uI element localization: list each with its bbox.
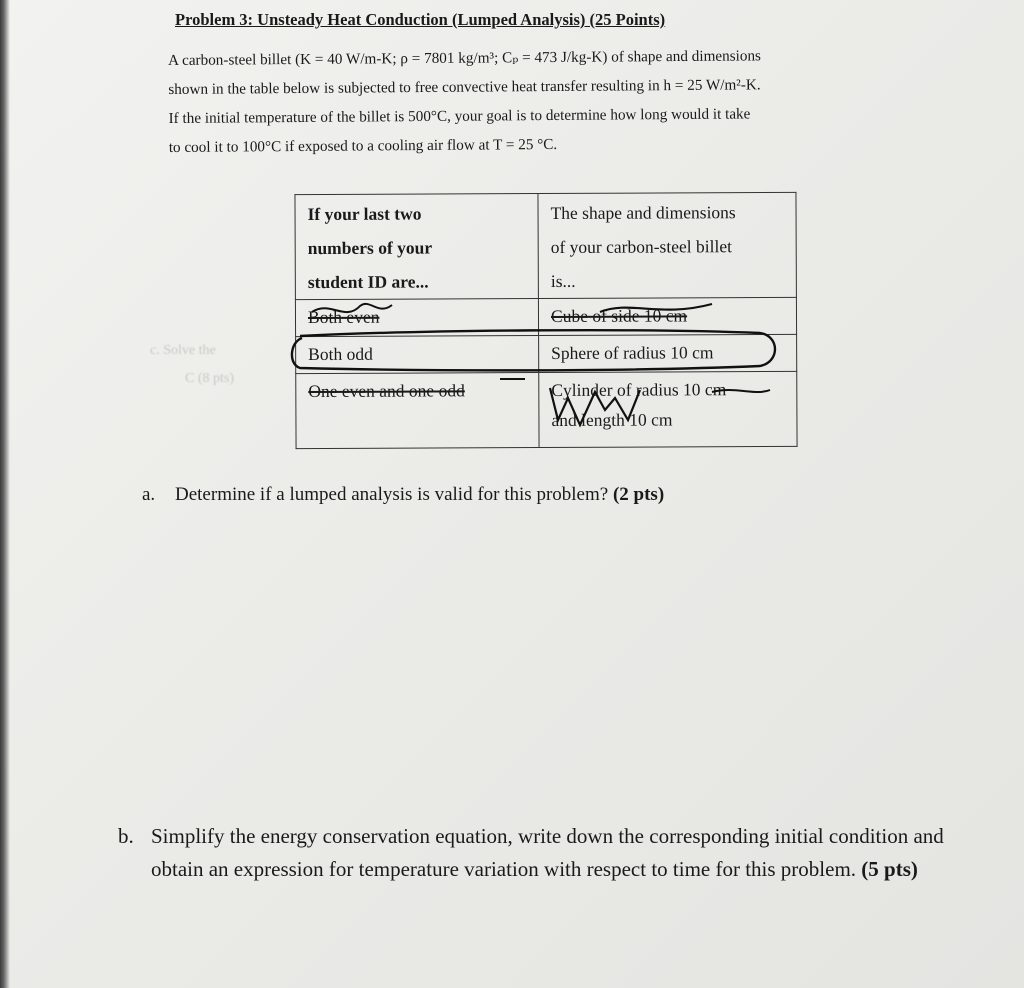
condition-text: Both even: [307, 306, 380, 328]
table-row-selected: [296, 334, 797, 373]
question-text: Determine if a lumped analysis is valid for this problem?: [175, 484, 609, 505]
intro-line: to cool it to 100°C if exposed to a cooling air flow at T = 25 °C.: [168, 135, 558, 156]
header-line: student ID are...: [307, 271, 429, 293]
shape-text: Cube of side 10 cm: [550, 305, 688, 326]
question-text: Simplify the energy conservation equation, write down the corresponding initial condition and obtain an expression for temperature variation with respect to time for this problem.: [151, 824, 944, 881]
question-b: [118, 820, 981, 886]
row-shape: [539, 334, 797, 372]
bleed-through-text: C (8 pts): [185, 371, 234, 386]
row-condition: [295, 299, 538, 337]
condition-text: One even and one odd: [308, 380, 465, 402]
table-header-condition: [295, 194, 538, 300]
intro-line: If the initial temperature of the billet is 500°C, your goal is to determine how long would it take: [168, 105, 751, 127]
table-header-row: [295, 192, 796, 299]
paper-shadow-edge: [0, 0, 10, 988]
bleed-through-text: c. Solve the: [150, 343, 216, 358]
header-line: If your last two: [307, 203, 422, 225]
question-number: b.: [118, 824, 134, 848]
problem-intro: [168, 40, 929, 162]
intro-line: shown in the table below is subjected to free convective heat transfer resulting in h = 25 W/m²-K.: [168, 76, 761, 98]
header-line: numbers of your: [307, 237, 433, 259]
question-a: [142, 478, 665, 511]
shape-table: [294, 192, 797, 449]
header-line: of your carbon-steel billet: [550, 236, 732, 257]
table-row: [296, 371, 797, 448]
row-condition: [296, 336, 539, 374]
condition-text: Both odd: [308, 343, 373, 365]
intro-line: A carbon-steel billet (K = 40 W/m-K; ρ = 7801 kg/m³; Cₚ = 473 J/kg-K) of shape and dimensions: [168, 47, 761, 69]
question-number: a.: [142, 484, 156, 505]
row-shape: [539, 371, 797, 447]
table-row: [295, 297, 796, 336]
problem-title: Problem 3: Unsteady Heat Conduction (Lumped Analysis) (25 Points): [175, 10, 666, 29]
billet-shape-table: [294, 192, 797, 444]
row-condition: [296, 373, 539, 449]
shape-text: Cylinder of radius 10 cm: [551, 379, 727, 400]
header-line: The shape and dimensions: [550, 202, 736, 223]
shape-text: and length 10 cm: [551, 409, 673, 430]
row-shape: [538, 297, 796, 335]
question-points: (2 pts): [612, 484, 665, 505]
table-header-shape: [538, 192, 796, 298]
shape-text: Sphere of radius 10 cm: [551, 342, 714, 363]
header-line: is...: [550, 270, 576, 291]
question-points: (5 pts): [861, 857, 918, 881]
